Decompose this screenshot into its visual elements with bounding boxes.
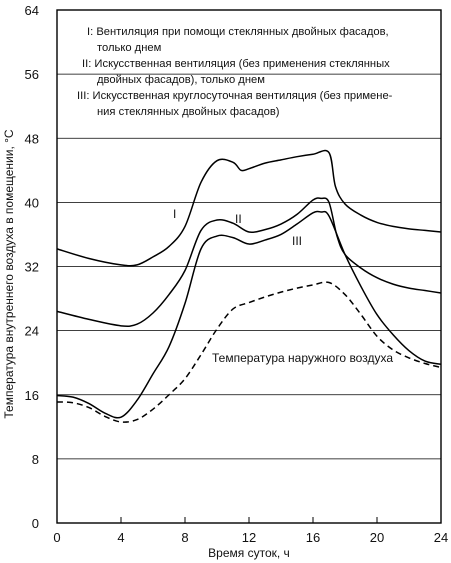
- y-tick-label: 56: [24, 67, 39, 83]
- legend-item-1-line-2: только днем: [97, 42, 162, 54]
- legend-item-2-line-1: II: Искусственная вентиляция (без применения стеклянных: [82, 58, 390, 70]
- series-line-3: [57, 211, 441, 417]
- x-tick-label: 0: [53, 530, 61, 545]
- y-tick-label: 64: [24, 3, 39, 18]
- x-tick-label: 12: [241, 530, 257, 545]
- y-tick-label: 32: [24, 259, 39, 275]
- legend-item-3-line-1: III: Искусственная круглосуточная вентиляция (без примене-: [77, 90, 393, 102]
- series-label-i: I: [173, 207, 177, 221]
- y-tick-label: 16: [24, 387, 39, 403]
- y-tick-label: 0: [31, 516, 39, 531]
- x-tick-label: 24: [433, 530, 449, 545]
- gridlines: [57, 74, 441, 459]
- series-label-ii: II: [235, 212, 242, 226]
- x-tick-label: 20: [369, 530, 385, 545]
- x-tick-label: 16: [305, 530, 321, 545]
- y-axis-title: Температура внутреннего воздуха в помещении, °C: [2, 129, 16, 419]
- series-lines: [57, 151, 441, 423]
- y-tick-label: 8: [31, 451, 39, 467]
- x-axis-title: Время суток, ч: [208, 546, 290, 560]
- series-line-2: [57, 198, 441, 326]
- legend-item-1-line-1: I: Вентиляция при помощи стеклянных двойных фасадов,: [87, 26, 389, 38]
- x-tick-label: 8: [181, 530, 189, 545]
- y-tick-label: 24: [24, 323, 39, 339]
- legend: [77, 26, 393, 118]
- series-label-iii: III: [292, 234, 303, 248]
- y-tick-label: 40: [24, 195, 39, 211]
- legend-item-3-line-2: ния стеклянных двойных фасадов): [97, 106, 280, 118]
- x-tick-label: 4: [117, 530, 125, 545]
- y-tick-label: 48: [24, 131, 39, 147]
- legend-item-2-line-2: двойных фасадов), только днем: [97, 74, 265, 86]
- series-line-1: [57, 151, 441, 266]
- series-label-outdoor: Температура наружного воздуха: [212, 351, 393, 365]
